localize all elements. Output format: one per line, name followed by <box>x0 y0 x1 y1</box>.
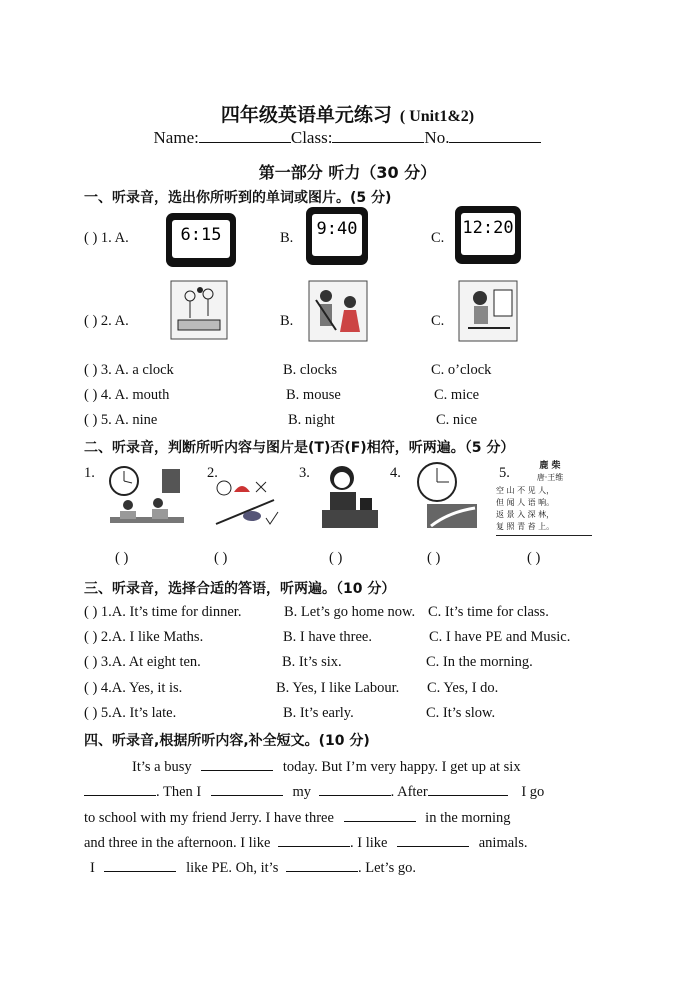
s3-q4-a: ( ) 4.A. Yes, it is. <box>84 680 183 696</box>
clock-a-time: 6:15 <box>172 220 230 258</box>
passage-text: I <box>90 860 95 876</box>
passage-blank-2[interactable] <box>84 781 156 796</box>
passage-text: . After <box>390 784 428 800</box>
s2-num-1: 1. <box>84 465 95 481</box>
poem-line: 返 景 入 深 林， <box>496 510 555 519</box>
section1-heading: 一、听录音，选出你所听到的单词或图片。(5 分) <box>84 190 392 206</box>
q1-option-b: B. <box>280 230 294 246</box>
class-blank[interactable] <box>332 128 424 143</box>
passage-blank-10[interactable] <box>286 857 358 872</box>
q3-prefix: ( ) 3. A. a clock <box>84 362 174 378</box>
page-title <box>0 100 695 127</box>
passage-text: I go <box>521 784 545 800</box>
s2-answer-3[interactable]: ( ) <box>329 550 343 566</box>
clock-c-time: 12:20 <box>461 213 515 255</box>
q2-option-b: B. <box>280 313 294 329</box>
s3-q5-b: B. It’s early. <box>283 705 354 721</box>
s2-num-2: 2. <box>207 465 218 481</box>
sports-items-image <box>214 478 282 528</box>
passage-text: . Let’s go. <box>357 860 416 876</box>
s2-answer-1[interactable]: ( ) <box>115 550 129 566</box>
name-label: Name: <box>153 128 199 147</box>
q5-option-b: B. night <box>288 412 335 428</box>
passage-text: and three in the afternoon. I like <box>84 835 271 851</box>
passage-line-3 <box>84 807 511 827</box>
q1-prefix: ( ) 1. A. <box>84 230 129 246</box>
girl-reading-image <box>318 462 380 532</box>
no-label: No. <box>424 128 450 147</box>
clock-b-time: 9:40 <box>312 214 362 256</box>
passage-blank-4[interactable] <box>319 781 391 796</box>
s3-q3-b: B. It’s six. <box>282 654 342 670</box>
q3-option-c: C. o’clock <box>431 362 492 378</box>
digital-clock-b <box>306 207 368 265</box>
classroom-clock-image <box>106 463 188 533</box>
child-drawing-image <box>458 280 518 342</box>
s3-q2-b: B. I have three. <box>283 629 372 645</box>
wall-clock-road-image <box>403 460 483 532</box>
s2-answer-4[interactable]: ( ) <box>427 550 441 566</box>
passage-blank-6[interactable] <box>344 807 416 822</box>
section3-heading: 三、听录音，选择合适的答语，听两遍。（10 分） <box>84 581 396 597</box>
q5-prefix: ( ) 5. A. nine <box>84 412 158 428</box>
poem-author: 唐·王维 <box>536 473 564 482</box>
q5-option-c: C. nice <box>436 412 478 428</box>
s3-q5-a: ( ) 5.A. It’s late. <box>84 705 177 721</box>
passage-text: to school with my friend Jerry. I have three <box>84 810 334 826</box>
passage-text: animals. <box>478 835 528 851</box>
passage-line-4 <box>84 832 527 852</box>
s2-num-5: 5. <box>499 465 510 481</box>
s3-q1-c: C. It’s time for class. <box>428 604 549 620</box>
poem-line: 空 山 不 见 人， <box>496 486 555 495</box>
passage-blank-3[interactable] <box>211 781 283 796</box>
q3-option-b: B. clocks <box>283 362 337 378</box>
no-blank[interactable] <box>449 128 541 143</box>
passage-line-5 <box>90 857 416 877</box>
s3-q3-c: C. In the morning. <box>426 654 533 670</box>
q4-option-c: C. mice <box>434 387 480 403</box>
passage-text: . I like <box>350 835 388 851</box>
unit-label: ( Unit1&2) <box>399 108 475 125</box>
passage-text: . Then I <box>156 784 202 800</box>
poem-card <box>520 461 580 483</box>
passage-text: in the morning <box>425 810 511 826</box>
s2-num-4: 4. <box>390 465 401 481</box>
q2-option-c: C. <box>431 313 445 329</box>
passage-blank-1[interactable] <box>201 756 273 771</box>
s3-q1-b: B. Let’s go home now. <box>284 604 416 620</box>
s3-q4-c: C. Yes, I do. <box>427 680 499 696</box>
passage-text: like PE. Oh, it’s <box>186 860 279 876</box>
poem-line: 但 闻 人 语 响。 <box>496 498 555 507</box>
part-heading: 第一部分 听力（30 分） <box>258 163 437 182</box>
passage-text: It’s a busy <box>132 759 192 775</box>
passage-line-1 <box>132 756 521 776</box>
passage-blank-7[interactable] <box>278 832 350 847</box>
passage-text: my <box>292 784 312 800</box>
poem-divider <box>496 535 592 536</box>
s3-q2-c: C. I have PE and Music. <box>429 629 571 645</box>
section2-heading: 二、听录音，判断所听内容与图片是(T)否(F)相符，听两遍。（5 分） <box>84 440 515 456</box>
passage-line-2 <box>84 781 544 801</box>
passage-blank-5[interactable] <box>428 781 508 796</box>
student-info-line <box>0 128 695 148</box>
title-text: 四年级英语单元练习 <box>220 105 392 126</box>
q4-option-b: B. mouse <box>286 387 341 403</box>
name-blank[interactable] <box>199 128 291 143</box>
poem-title: 鹿 柴 <box>539 461 561 471</box>
s3-q2-a: ( ) 2.A. I like Maths. <box>84 629 204 645</box>
digital-clock-a <box>166 213 236 267</box>
passage-text: today. But I’m very happy. I get up at six <box>282 759 521 775</box>
poem-line: 复 照 青 苔 上。 <box>496 522 555 531</box>
q2-prefix: ( ) 2. A. <box>84 313 129 329</box>
kids-music-image <box>308 280 368 342</box>
s2-num-3: 3. <box>299 465 310 481</box>
s3-q4-b: B. Yes, I like Labour. <box>276 680 400 696</box>
q4-prefix: ( ) 4. A. mouth <box>84 387 170 403</box>
s3-q5-c: C. It’s slow. <box>426 705 496 721</box>
passage-blank-8[interactable] <box>397 832 469 847</box>
s3-q3-a: ( ) 3.A. At eight ten. <box>84 654 201 670</box>
q1-option-c: C. <box>431 230 445 246</box>
kids-playing-image <box>170 280 228 340</box>
digital-clock-c <box>455 206 521 264</box>
class-label: Class: <box>290 128 333 147</box>
poem-body <box>496 485 596 536</box>
s3-q1-a: ( ) 1.A. It’s time for dinner. <box>84 604 242 620</box>
section4-heading: 四、听录音,根据所听内容,补全短文。(10 分) <box>84 733 370 749</box>
s2-answer-5[interactable]: ( ) <box>527 550 541 566</box>
passage-blank-9[interactable] <box>104 857 176 872</box>
s2-answer-2[interactable]: ( ) <box>214 550 228 566</box>
